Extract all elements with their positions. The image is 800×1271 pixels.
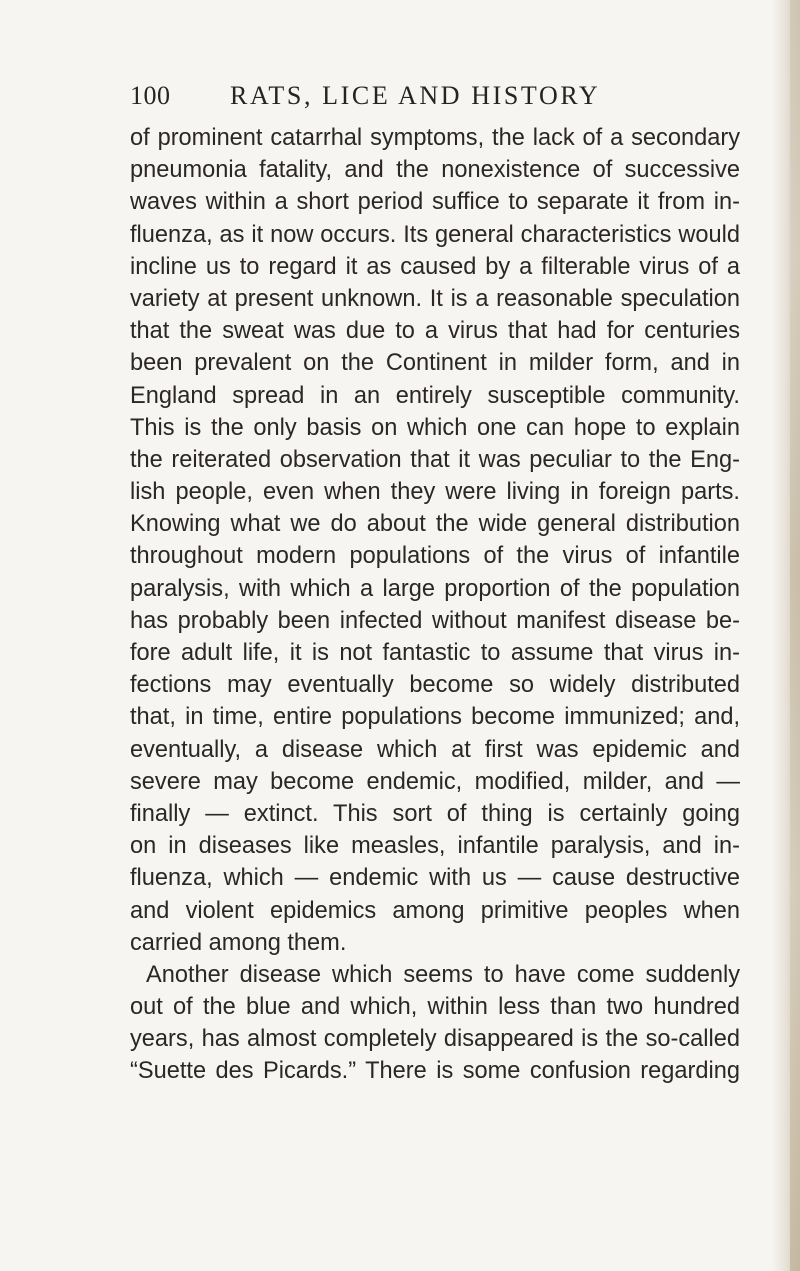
page-binding-edge — [790, 0, 800, 1271]
text-line: “Suette des Picards.” There is some confusion regarding — [130, 1058, 740, 1085]
page-header — [130, 81, 690, 121]
text-line: throughout modern populations of the virus of infantile — [130, 543, 740, 570]
text-line: paralysis, with which a large proportion of the population — [130, 575, 740, 602]
text-line: and violent epidemics among primitive peoples when — [130, 897, 740, 924]
text-line: fore adult life, it is not fantastic to assume that virus in- — [130, 640, 740, 666]
text-line: carried among them. — [130, 929, 347, 956]
text-line: been prevalent on the Continent in milder form, and in — [130, 350, 740, 377]
text-line: Another disease which seems to have come suddenly — [146, 961, 740, 988]
text-line: pneumonia fatality, and the nonexistence of successive — [130, 157, 740, 184]
text-line: has probably been infected without manifest disease be- — [130, 607, 740, 634]
text-line: waves within a short period suffice to separate it from in- — [130, 189, 740, 216]
text-line: lish people, even when they were living in foreign parts. — [130, 479, 740, 506]
text-line: This is the only basis on which one can hope to explain — [130, 414, 740, 441]
text-line: of prominent catarrhal symptoms, the lack of a secondary — [130, 125, 740, 151]
text-line: that, in time, entire populations become immunized; and, — [130, 704, 740, 731]
body-text — [130, 122, 740, 1088]
text-line: fluenza, as it now occurs. Its general characteristics would — [130, 221, 740, 248]
text-line: fluenza, which — endemic with us — cause destructive — [130, 865, 740, 892]
text-line: Knowing what we do about the wide general distribution — [130, 511, 740, 538]
text-line: England spread in an entirely susceptible community. — [130, 382, 740, 409]
text-line: severe may become endemic, modified, milder, and — — [130, 768, 740, 795]
text-line: on in diseases like measles, infantile paralysis, and in- — [130, 833, 740, 860]
text-line: out of the blue and which, within less than two hundred — [130, 994, 740, 1021]
text-line: variety at present unknown. It is a reasonable speculation — [130, 285, 740, 312]
text-line: that the sweat was due to a virus that had for centuries — [130, 318, 740, 345]
running-head: RATS, LICE AND HISTORY — [230, 81, 601, 110]
page-number: 100 — [130, 81, 171, 110]
text-line: the reiterated observation that it was peculiar to the Eng- — [130, 446, 740, 473]
text-line: fections may eventually become so widely distributed — [130, 672, 740, 699]
text-line: incline us to regard it as caused by a filterable virus of a — [130, 253, 740, 280]
text-line: years, has almost completely disappeared is the so-called — [130, 1026, 740, 1053]
text-line: eventually, a disease which at first was epidemic and — [130, 736, 740, 763]
text-line: finally — extinct. This sort of thing is certainly going — [130, 800, 740, 827]
